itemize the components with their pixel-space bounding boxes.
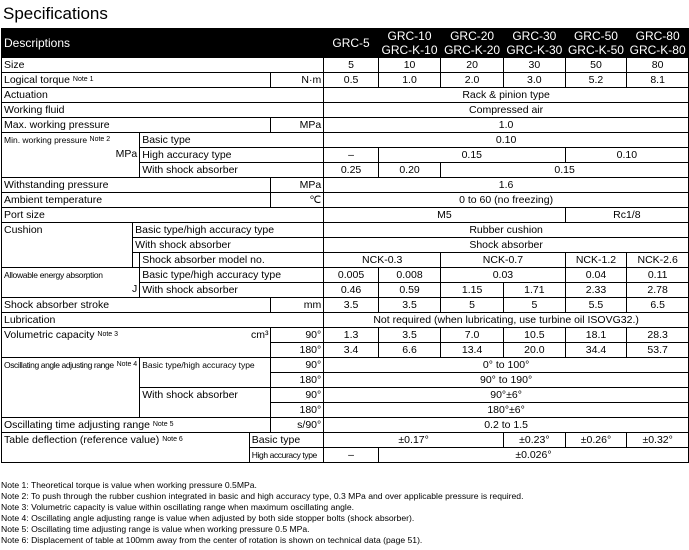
cell: Compressed air [324, 103, 689, 118]
cell: 3.0 [504, 73, 566, 88]
cell: 50 [565, 58, 627, 73]
max-pressure-row [2, 118, 689, 133]
cell: 10.5 [504, 328, 566, 343]
cell: 0.25 [324, 163, 379, 178]
cell: Rc1/8 [565, 208, 688, 223]
deflection-row [2, 433, 689, 448]
row-label: Shock absorber stroke [2, 298, 271, 313]
cell: 0 to 60 (no freezing) [324, 193, 689, 208]
row-label: Ambient temperature [2, 193, 271, 208]
cell: 20 [441, 58, 504, 73]
cell: 0.2 to 1.5 [324, 418, 689, 433]
cell: 90°±6° [324, 388, 689, 403]
specifications-table [1, 28, 689, 463]
osc-time-row [2, 418, 689, 433]
unit: N·m [271, 73, 324, 88]
sub-label: Basic type [249, 433, 323, 448]
cell: 0.005 [324, 268, 379, 283]
cell: Rubber cushion [324, 223, 689, 238]
cell: 0.15 [441, 163, 689, 178]
row-label: Working fluid [2, 103, 324, 118]
osc-range-row [2, 358, 689, 373]
cell: 0.46 [324, 283, 379, 298]
cell: 0.20 [378, 163, 440, 178]
fluid-row [2, 103, 689, 118]
footnote: Note 5: Oscillating time adjusting range is value when working pressure 0.5 MPa. [1, 524, 310, 534]
cell: 0.11 [627, 268, 689, 283]
row-label: Actuation [2, 88, 324, 103]
cell: ±0.26° [565, 433, 627, 448]
port-row [2, 208, 689, 223]
footnote: Note 3: Volumetric capacity is value within oscillating range when maximum oscillating angle. [1, 502, 354, 512]
cell: 53.7 [627, 343, 689, 358]
row-label: Table deflection (reference value) $^{Note 6}$ [2, 433, 250, 463]
cell: 5.2 [565, 73, 627, 88]
cell: 80 [627, 58, 689, 73]
angle: 90° [271, 358, 324, 373]
stroke-row [2, 298, 689, 313]
cell: 1.6 [324, 178, 689, 193]
cell: 0.5 [324, 73, 379, 88]
cell: NCK-0.7 [441, 253, 566, 268]
unit: s/90° [271, 418, 324, 433]
sub-label: Basic type [140, 133, 324, 148]
cell: 13.4 [441, 343, 504, 358]
cell: 34.4 [565, 343, 627, 358]
cell: 18.1 [565, 328, 627, 343]
cell: Rack & pinion type [324, 88, 689, 103]
sub-label: With shock absorber [133, 238, 324, 253]
row-label: Withstanding pressure [2, 178, 271, 193]
cell: M5 [324, 208, 565, 223]
lubrication-row [2, 313, 689, 328]
row-label: Allowable energy absorption J [2, 268, 140, 298]
angle: 180° [271, 403, 324, 418]
cell: 6.6 [378, 343, 440, 358]
cell: 28.3 [627, 328, 689, 343]
model-header: GRC-30 GRC-K-30 [504, 29, 566, 58]
cell: ±0.17° [324, 433, 504, 448]
sub-label: High accuracy type [140, 148, 324, 163]
cell: 0.04 [565, 268, 627, 283]
row-label: Logical torque $^{Note 1}$ [2, 73, 271, 88]
actuation-row [2, 88, 689, 103]
header-row [2, 29, 689, 58]
min-pressure-row [2, 133, 689, 148]
cell: – [324, 148, 379, 163]
model-header: GRC-10 GRC-K-10 [378, 29, 440, 58]
unit: MPa [271, 118, 324, 133]
row-label: Volumetric capacity $^{Note 3}$ cm³ [2, 328, 271, 358]
row-label: Size [2, 58, 324, 73]
cell: Shock absorber [324, 238, 689, 253]
sub-label: High accuracy type [249, 448, 323, 463]
cushion-row [2, 223, 689, 238]
cell: 5.5 [565, 298, 627, 313]
angle: 90° [271, 328, 324, 343]
model-header: GRC-50 GRC-K-50 [565, 29, 627, 58]
row-label: Port size [2, 208, 324, 223]
size-row [2, 58, 689, 73]
page-title: Specifications [3, 4, 108, 23]
cell: 1.0 [378, 73, 440, 88]
cell: 5 [504, 298, 566, 313]
angle: 180° [271, 373, 324, 388]
angle: 90° [271, 388, 324, 403]
sub-label: With shock absorber [140, 283, 324, 298]
capacity-row [2, 328, 689, 343]
cell: 3.5 [324, 298, 379, 313]
cell: Not required (when lubricating, use turbine oil ISOVG32.) [324, 313, 689, 328]
footnote: Note 6: Displacement of table at 100mm away from the center of rotation is shown on technical data (page 51). [1, 535, 423, 545]
descriptions-header: Descriptions [2, 29, 324, 58]
angle: 180° [271, 343, 324, 358]
sub-label: Basic type/high accuracy type [140, 268, 324, 283]
model-header: GRC-80 GRC-K-80 [627, 29, 689, 58]
cell: 3.4 [324, 343, 379, 358]
cell: 0.10 [324, 133, 689, 148]
row-label: Max. working pressure [2, 118, 271, 133]
ambient-row [2, 193, 689, 208]
cell: 1.15 [441, 283, 504, 298]
sub-label: With shock absorber [140, 388, 271, 418]
cell: 0.15 [378, 148, 565, 163]
cell: 180°±6° [324, 403, 689, 418]
torque-row [2, 73, 689, 88]
cell: 1.71 [504, 283, 566, 298]
unit: ℃ [271, 193, 324, 208]
cell: 2.33 [565, 283, 627, 298]
cell: 0° to 100° [324, 358, 689, 373]
cell: 1.3 [324, 328, 379, 343]
cell: 0.10 [565, 148, 688, 163]
cell: 3.5 [378, 328, 440, 343]
cell: ±0.23° [504, 433, 566, 448]
footnote: Note 4: Oscillating angle adjusting range is value when adjusted by both side stopper bolts (shock absorber). [1, 513, 415, 523]
cell: ±0.32° [627, 433, 689, 448]
cell: 2.0 [441, 73, 504, 88]
cell: NCK-1.2 [565, 253, 627, 268]
energy-row [2, 268, 689, 283]
cell: 0.008 [378, 268, 440, 283]
cell: 5 [324, 58, 379, 73]
cell: 30 [504, 58, 566, 73]
model-header: GRC-5 [324, 29, 379, 58]
unit: MPa [271, 178, 324, 193]
cell: 0.03 [441, 268, 566, 283]
row-label: Lubrication [2, 313, 324, 328]
cell: 0.59 [378, 283, 440, 298]
cell: 90° to 190° [324, 373, 689, 388]
indent-spacer [133, 253, 140, 268]
cell: – [324, 448, 379, 463]
row-label: Min. working pressure $^{Note 2}$ MPa [2, 133, 140, 178]
cell: 10 [378, 58, 440, 73]
sub-label: Basic type/high accuracy type [140, 358, 271, 388]
withstanding-row [2, 178, 689, 193]
cell: 7.0 [441, 328, 504, 343]
cell: 8.1 [627, 73, 689, 88]
cell: ±0.026° [378, 448, 688, 463]
model-header: GRC-20 GRC-K-20 [441, 29, 504, 58]
cell: 5 [441, 298, 504, 313]
cell: NCK-0.3 [324, 253, 441, 268]
footnote: Note 2: To push through the rubber cushion integrated in basic and high accuracy type, 0.3 MPa and over applicable pressure is required. [1, 491, 524, 501]
cell: 1.0 [324, 118, 689, 133]
row-label: Oscillating time adjusting range $^{Note 5}$ [2, 418, 271, 433]
row-label: Oscillating angle adjusting range $^{Note 4}$ [2, 358, 140, 418]
cell: 20.0 [504, 343, 566, 358]
footnotes [1, 480, 523, 546]
cell: NCK-2.6 [627, 253, 689, 268]
cell: 3.5 [378, 298, 440, 313]
cell: 2.78 [627, 283, 689, 298]
sub-label: Shock absorber model no. [140, 253, 324, 268]
sub-label: With shock absorber [140, 163, 324, 178]
unit: mm [271, 298, 324, 313]
footnote: Note 1: Theoretical torque is value when working pressure 0.5MPa. [1, 480, 257, 490]
cell: 6.5 [627, 298, 689, 313]
row-label: Cushion [2, 223, 133, 268]
sub-label: Basic type/high accuracy type [133, 223, 324, 238]
